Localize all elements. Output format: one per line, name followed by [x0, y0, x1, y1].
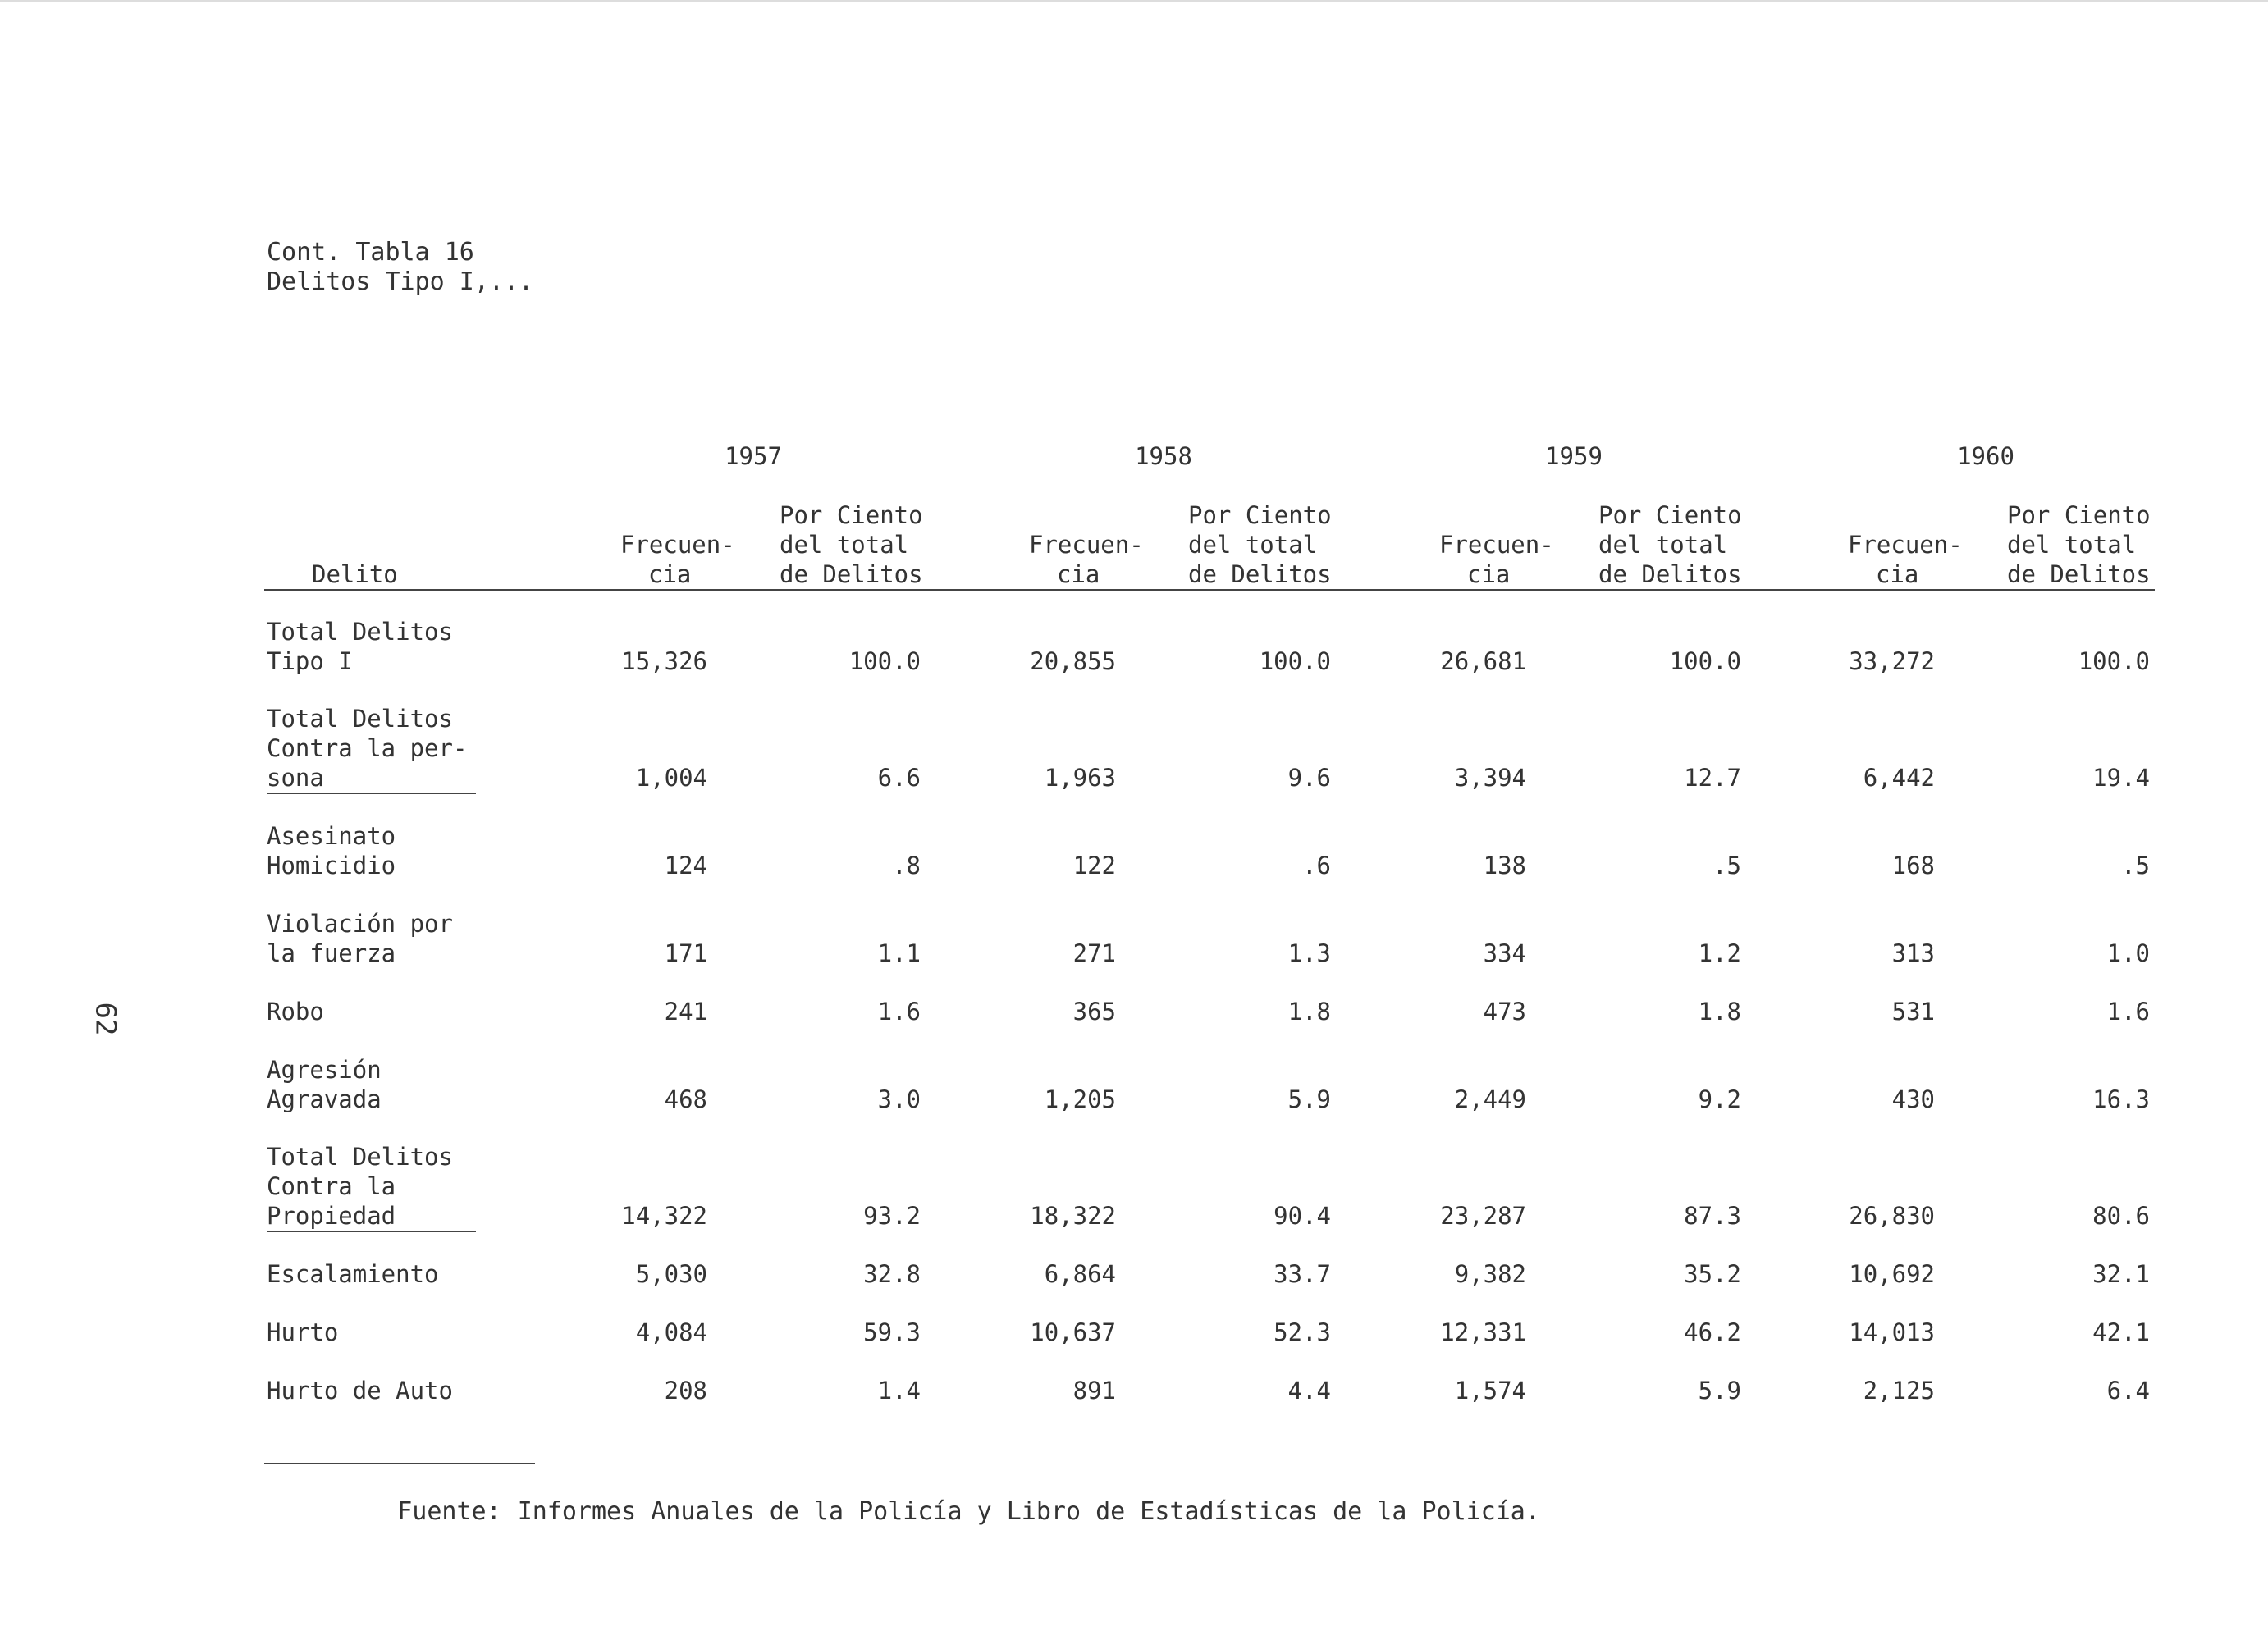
- row-label: Propiedad: [267, 1201, 476, 1232]
- frequency-cell: 26,830: [1849, 1202, 1935, 1230]
- frecuencia-header-line1: Frecuen-: [1029, 531, 1144, 559]
- frecuencia-header-line2: cia: [1467, 560, 1511, 588]
- percent-cell: 12.7: [1684, 764, 1741, 792]
- percent-cell: 1.1: [877, 939, 921, 967]
- porciento-header-line3: de Delitos: [780, 560, 923, 588]
- frequency-cell: 1,574: [1454, 1377, 1526, 1405]
- table-caption: [267, 238, 533, 297]
- frequency-cell: 1,004: [635, 764, 707, 792]
- percent-cell: 46.2: [1684, 1318, 1741, 1346]
- percent-cell: 1.8: [1698, 998, 1741, 1025]
- percent-cell: 6.6: [877, 764, 921, 792]
- porciento-header-line1: Por Ciento: [1188, 501, 1332, 529]
- frequency-cell: 313: [1891, 939, 1935, 967]
- porciento-header-line3: de Delitos: [2007, 560, 2151, 588]
- row-label: Asesinato: [267, 822, 396, 850]
- frequency-cell: 3,394: [1454, 764, 1526, 792]
- row-label: Homicidio: [267, 852, 396, 879]
- percent-cell: 1.8: [1287, 998, 1331, 1025]
- percent-cell: 100.0: [2078, 647, 2150, 675]
- porciento-header-line1: Por Ciento: [1598, 501, 1742, 529]
- frequency-cell: 9,382: [1454, 1260, 1526, 1288]
- row-label: Hurto de Auto: [267, 1377, 453, 1405]
- row-label: Violación por: [267, 910, 453, 938]
- frequency-cell: 26,681: [1440, 647, 1526, 675]
- percent-cell: 1.6: [2106, 998, 2150, 1025]
- percent-cell: .6: [1302, 852, 1331, 879]
- frequency-cell: 122: [1072, 852, 1116, 879]
- year-header: 1960: [1957, 442, 2014, 470]
- porciento-header-line2: del total: [2007, 531, 2137, 559]
- percent-cell: 5.9: [1287, 1085, 1331, 1113]
- frequency-cell: 124: [664, 852, 707, 879]
- percent-cell: .5: [2121, 852, 2150, 879]
- delito-header: Delito: [312, 560, 398, 588]
- frequency-cell: 531: [1891, 998, 1935, 1025]
- frequency-cell: 15,326: [621, 647, 707, 675]
- footnote-label: Fuente:: [397, 1497, 501, 1526]
- percent-cell: 87.3: [1684, 1202, 1741, 1230]
- page-top-edge: [0, 0, 2268, 2]
- row-label: Agresión: [267, 1056, 382, 1084]
- percent-cell: 1.4: [877, 1377, 921, 1405]
- frequency-cell: 468: [664, 1085, 707, 1113]
- frequency-cell: 1,205: [1044, 1085, 1116, 1113]
- frequency-cell: 891: [1072, 1377, 1116, 1405]
- frequency-cell: 2,125: [1863, 1377, 1935, 1405]
- percent-cell: 100.0: [1669, 647, 1741, 675]
- caption-line-2: Delitos Tipo I,...: [267, 267, 534, 296]
- frequency-cell: 473: [1483, 998, 1526, 1025]
- percent-cell: 19.4: [2092, 764, 2150, 792]
- frequency-cell: 12,331: [1440, 1318, 1526, 1346]
- page-number: 62: [89, 1002, 122, 1036]
- year-header: 1958: [1135, 442, 1192, 470]
- frequency-cell: 365: [1072, 998, 1116, 1025]
- frequency-cell: 18,322: [1030, 1202, 1116, 1230]
- row-label: Tipo I: [267, 647, 353, 675]
- caption-line-1: Cont. Tabla 16: [267, 238, 474, 267]
- percent-cell: 5.9: [1698, 1377, 1741, 1405]
- frequency-cell: 171: [664, 939, 707, 967]
- row-label: Total Delitos: [267, 705, 453, 733]
- row-label: la fuerza: [267, 939, 396, 967]
- frecuencia-header-line1: Frecuen-: [1439, 531, 1554, 559]
- row-label: sona: [267, 763, 476, 794]
- row-label: Robo: [267, 998, 324, 1025]
- row-label: Escalamiento: [267, 1260, 439, 1288]
- percent-cell: 1.3: [1287, 939, 1331, 967]
- row-label: Agravada: [267, 1085, 382, 1113]
- row-label: Total Delitos: [267, 618, 453, 646]
- frequency-cell: 271: [1072, 939, 1116, 967]
- frecuencia-header-line1: Frecuen-: [1848, 531, 1963, 559]
- percent-cell: 35.2: [1684, 1260, 1741, 1288]
- percent-cell: 9.6: [1287, 764, 1331, 792]
- porciento-header-line1: Por Ciento: [780, 501, 923, 529]
- frequency-cell: 5,030: [635, 1260, 707, 1288]
- frecuencia-header-line2: cia: [1876, 560, 1919, 588]
- porciento-header-line3: de Delitos: [1188, 560, 1332, 588]
- frequency-cell: 10,692: [1849, 1260, 1935, 1288]
- row-label: Contra la: [267, 1172, 396, 1200]
- frequency-cell: 6,442: [1863, 764, 1935, 792]
- row-label: Total Delitos: [267, 1143, 453, 1171]
- percent-cell: 32.8: [863, 1260, 921, 1288]
- frecuencia-header-line2: cia: [1057, 560, 1100, 588]
- year-header: 1957: [725, 442, 782, 470]
- header-rule: [264, 589, 2155, 591]
- percent-cell: 1.6: [877, 998, 921, 1025]
- porciento-header-line2: del total: [1188, 531, 1318, 559]
- percent-cell: 100.0: [1259, 647, 1331, 675]
- frequency-cell: 241: [664, 998, 707, 1025]
- row-label: Contra la per-: [267, 734, 468, 762]
- percent-cell: 1.0: [2106, 939, 2150, 967]
- frequency-cell: 4,084: [635, 1318, 707, 1346]
- frequency-cell: 6,864: [1044, 1260, 1116, 1288]
- percent-cell: .5: [1712, 852, 1741, 879]
- percent-cell: 32.1: [2092, 1260, 2150, 1288]
- frequency-cell: 14,322: [621, 1202, 707, 1230]
- porciento-header-line2: del total: [1598, 531, 1728, 559]
- percent-cell: 52.3: [1273, 1318, 1331, 1346]
- frequency-cell: 10,637: [1030, 1318, 1116, 1346]
- frequency-cell: 33,272: [1849, 647, 1935, 675]
- frequency-cell: 1,963: [1044, 764, 1116, 792]
- frequency-cell: 2,449: [1454, 1085, 1526, 1113]
- footnote: [338, 1463, 1540, 1561]
- percent-cell: 59.3: [863, 1318, 921, 1346]
- porciento-header-line2: del total: [780, 531, 909, 559]
- frequency-cell: 14,013: [1849, 1318, 1935, 1346]
- porciento-header-line3: de Delitos: [1598, 560, 1742, 588]
- frequency-cell: 20,855: [1030, 647, 1116, 675]
- percent-cell: 1.2: [1698, 939, 1741, 967]
- footnote-text: Informes Anuales de la Policía y Libro de Estadísticas de la Policía.: [517, 1497, 1540, 1526]
- percent-cell: 3.0: [877, 1085, 921, 1113]
- percent-cell: 16.3: [2092, 1085, 2150, 1113]
- percent-cell: .8: [892, 852, 921, 879]
- frecuencia-header-line2: cia: [648, 560, 692, 588]
- year-header: 1959: [1545, 442, 1603, 470]
- frequency-cell: 23,287: [1440, 1202, 1526, 1230]
- percent-cell: 6.4: [2106, 1377, 2150, 1405]
- frequency-cell: 334: [1483, 939, 1526, 967]
- row-label: Hurto: [267, 1318, 339, 1346]
- percent-cell: 100.0: [848, 647, 921, 675]
- percent-cell: 9.2: [1698, 1085, 1741, 1113]
- frequency-cell: 208: [664, 1377, 707, 1405]
- frequency-cell: 138: [1483, 852, 1526, 879]
- percent-cell: 93.2: [863, 1202, 921, 1230]
- percent-cell: 42.1: [2092, 1318, 2150, 1346]
- frequency-cell: 430: [1891, 1085, 1935, 1113]
- percent-cell: 90.4: [1273, 1202, 1331, 1230]
- frequency-cell: 168: [1891, 852, 1935, 879]
- percent-cell: 33.7: [1273, 1260, 1331, 1288]
- frecuencia-header-line1: Frecuen-: [620, 531, 735, 559]
- percent-cell: 80.6: [2092, 1202, 2150, 1230]
- porciento-header-line1: Por Ciento: [2007, 501, 2151, 529]
- percent-cell: 4.4: [1287, 1377, 1331, 1405]
